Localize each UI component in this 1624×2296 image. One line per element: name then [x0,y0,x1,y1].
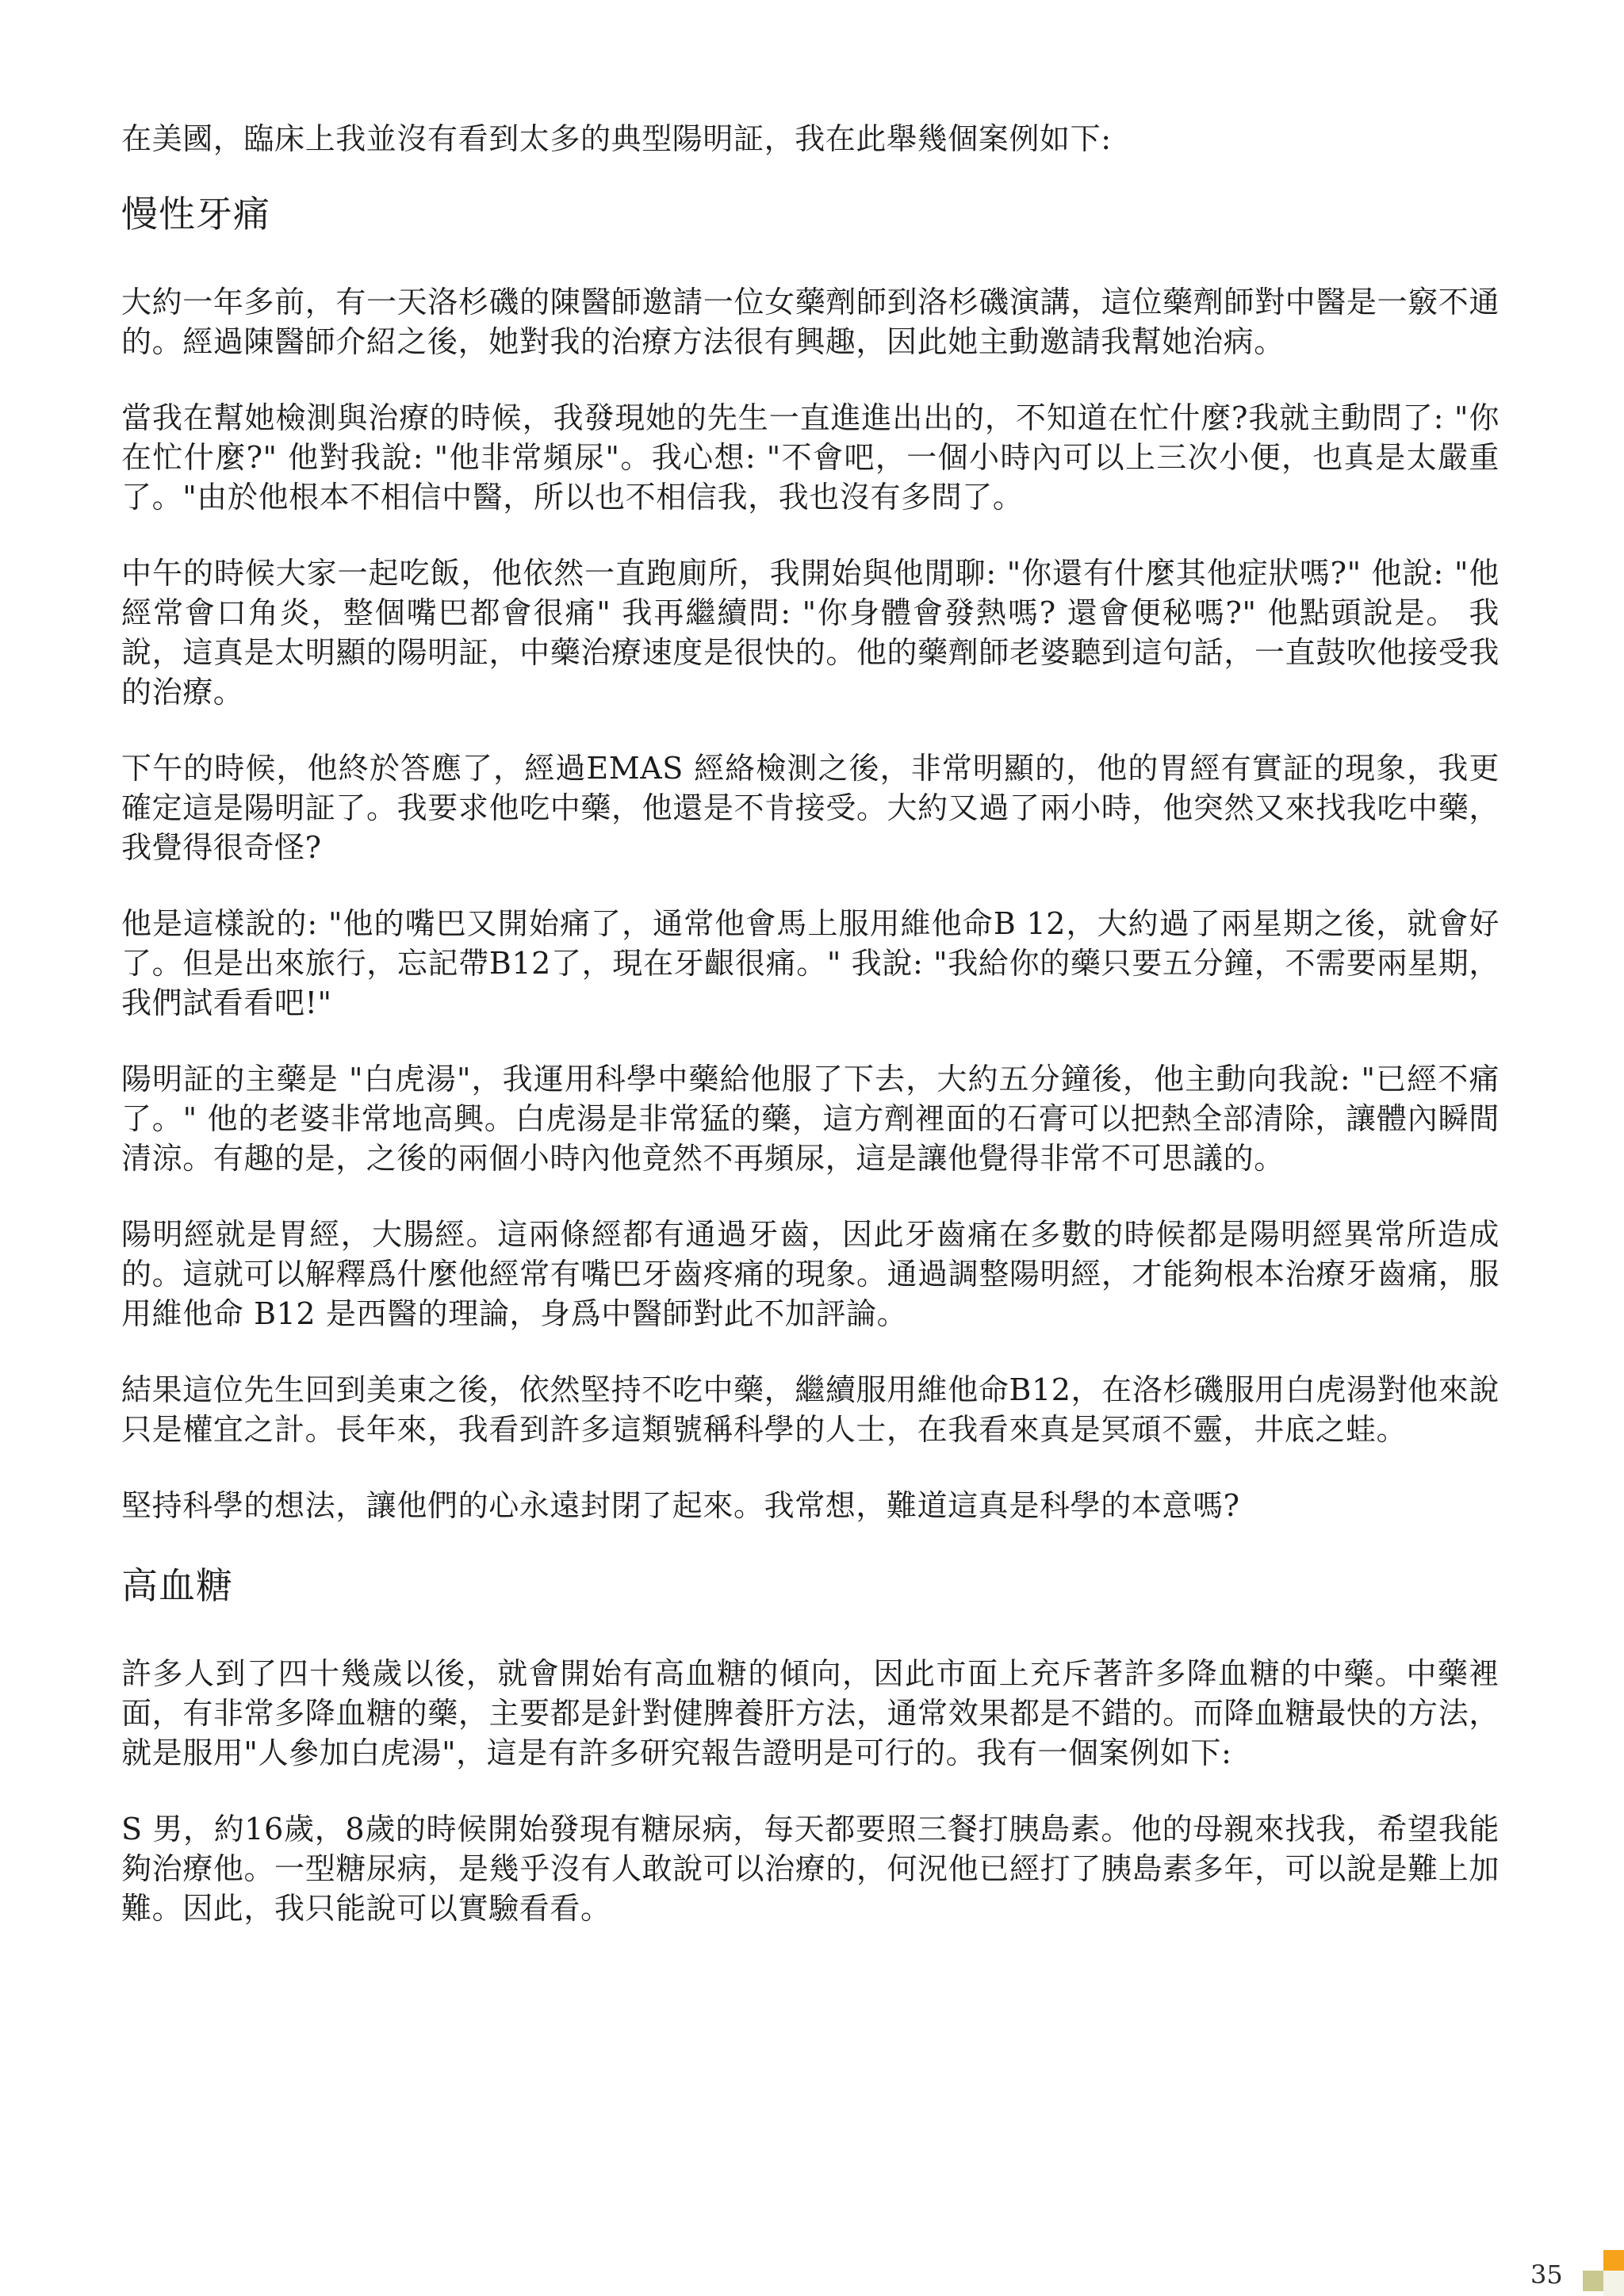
decorative-square-light [1603,2271,1624,2296]
paragraph: 結果這位先生回到美東之後，依然堅持不吃中藥，繼續服用維他命B12，在洛杉磯服用白虎湯對他來說只是權宜之計。長年來，我看到許多這類號稱科學的人士，在我看來真是冥頑不靈，井底之蛙。 [121,1372,1500,1447]
section-title-high-blood-sugar: 高血糖 [121,1564,233,1607]
section-title-chronic-toothache: 慢性牙痛 [121,193,270,235]
page-number: 35 [1530,2260,1563,2290]
intro-paragraph: 在美國，臨床上我並沒有看到太多的典型陽明証，我在此舉幾個案例如下: [121,121,1112,156]
paragraph: 大約一年多前，有一天洛杉磯的陳醫師邀請一位女藥劑師到洛杉磯演講，這位藥劑師對中醫是一竅不通的。經過陳醫師介紹之後，她對我的治療方法很有興趣，因此她主動邀請我幫她治病。 [121,285,1500,359]
paragraph: S 男，約16歲，8歲的時候開始發現有糖尿病，每天都要照三餐打胰島素。他的母親來找我，希望我能夠治療他。一型糖尿病，是幾乎沒有人敢說可以治療的，何況他已經打了胰島素多年，可以說是難上加難。因此，我只能說可以實驗看看。 [121,1812,1500,1926]
paragraph: 陽明經就是胃經，大腸經。這兩條經都有通過牙齒，因此牙齒痛在多數的時候都是陽明經異常所造成的。這就可以解釋爲什麼他經常有嘴巴牙齒疼痛的現象。通過調整陽明經，才能夠根本治療牙齒痛，服用維他命 B12 是西醫的理論，身爲中醫師對此不加評論。 [121,1217,1500,1331]
paragraph: 中午的時候大家一起吃飯，他依然一直跑廁所，我開始與他閒聊: "你還有什麼其他症狀嗎?" 他說: "他經常會口角炎，整個嘴巴都會很痛" 我再繼續問: "你身體會發熱嗎? 還會便秘嗎?" 他點頭說是。 我說，這真是太明顯的陽明証，中藥治療速度是很快的。他的藥劑師老婆聽到這句話，一直鼓吹他接受我的治療。 [121,556,1500,710]
paragraph: 許多人到了四十幾歲以後，就會開始有高血糖的傾向，因此市面上充斥著許多降血糖的中藥。中藥裡面，有非常多降血糖的藥，主要都是針對健脾養肝方法，通常效果都是不錯的。而降血糖最快的方法，就是服用"人參加白虎湯"，這是有許多研究報告證明是可行的。我有一個案例如下: [121,1656,1500,1770]
paragraph: 下午的時候，他終於答應了，經過EMAS 經絡檢測之後，非常明顯的，他的胃經有實証的現象，我更確定這是陽明証了。我要求他吃中藥，他還是不肯接受。大約又過了兩小時，他突然又來找我吃中藥，我覺得很奇怪? [121,751,1500,865]
paragraph: 他是這樣說的: "他的嘴巴又開始痛了，通常他會馬上服用維他命B 12，大約過了兩星期之後，就會好了。但是出來旅行，忘記帶B12了，現在牙齦很痛。" 我說: "我給你的藥只要五分鐘，不需要兩星期，我們試看看吧!" [121,906,1500,1020]
paragraph: 陽明証的主藥是 "白虎湯"，我運用科學中藥給他服了下去，大約五分鐘後，他主動向我說: "已經不痛了。" 他的老婆非常地高興。白虎湯是非常猛的藥，這方劑裡面的石膏可以把熱全部清除，讓體內瞬間清涼。有趣的是，之後的兩個小時內他竟然不再頻尿，這是讓他覺得非常不可思議的。 [121,1062,1500,1176]
paragraph: 當我在幫她檢測與治療的時候，我發現她的先生一直進進出出的，不知道在忙什麼?我就主動問了: "你在忙什麼?" 他對我說: "他非常頻尿"。我心想: "不會吧，一個小時內可以上三次小便，也真是太嚴重了。"由於他根本不相信中醫，所以也不相信我，我也沒有多問了。 [121,400,1500,515]
decorative-square-orange [1603,2250,1624,2271]
paragraph: 堅持科學的想法，讓他們的心永遠封閉了起來。我常想，難道這真是科學的本意嗎? [121,1488,1240,1523]
page-content [121,119,1500,1965]
decorative-square-green [1583,2271,1603,2291]
